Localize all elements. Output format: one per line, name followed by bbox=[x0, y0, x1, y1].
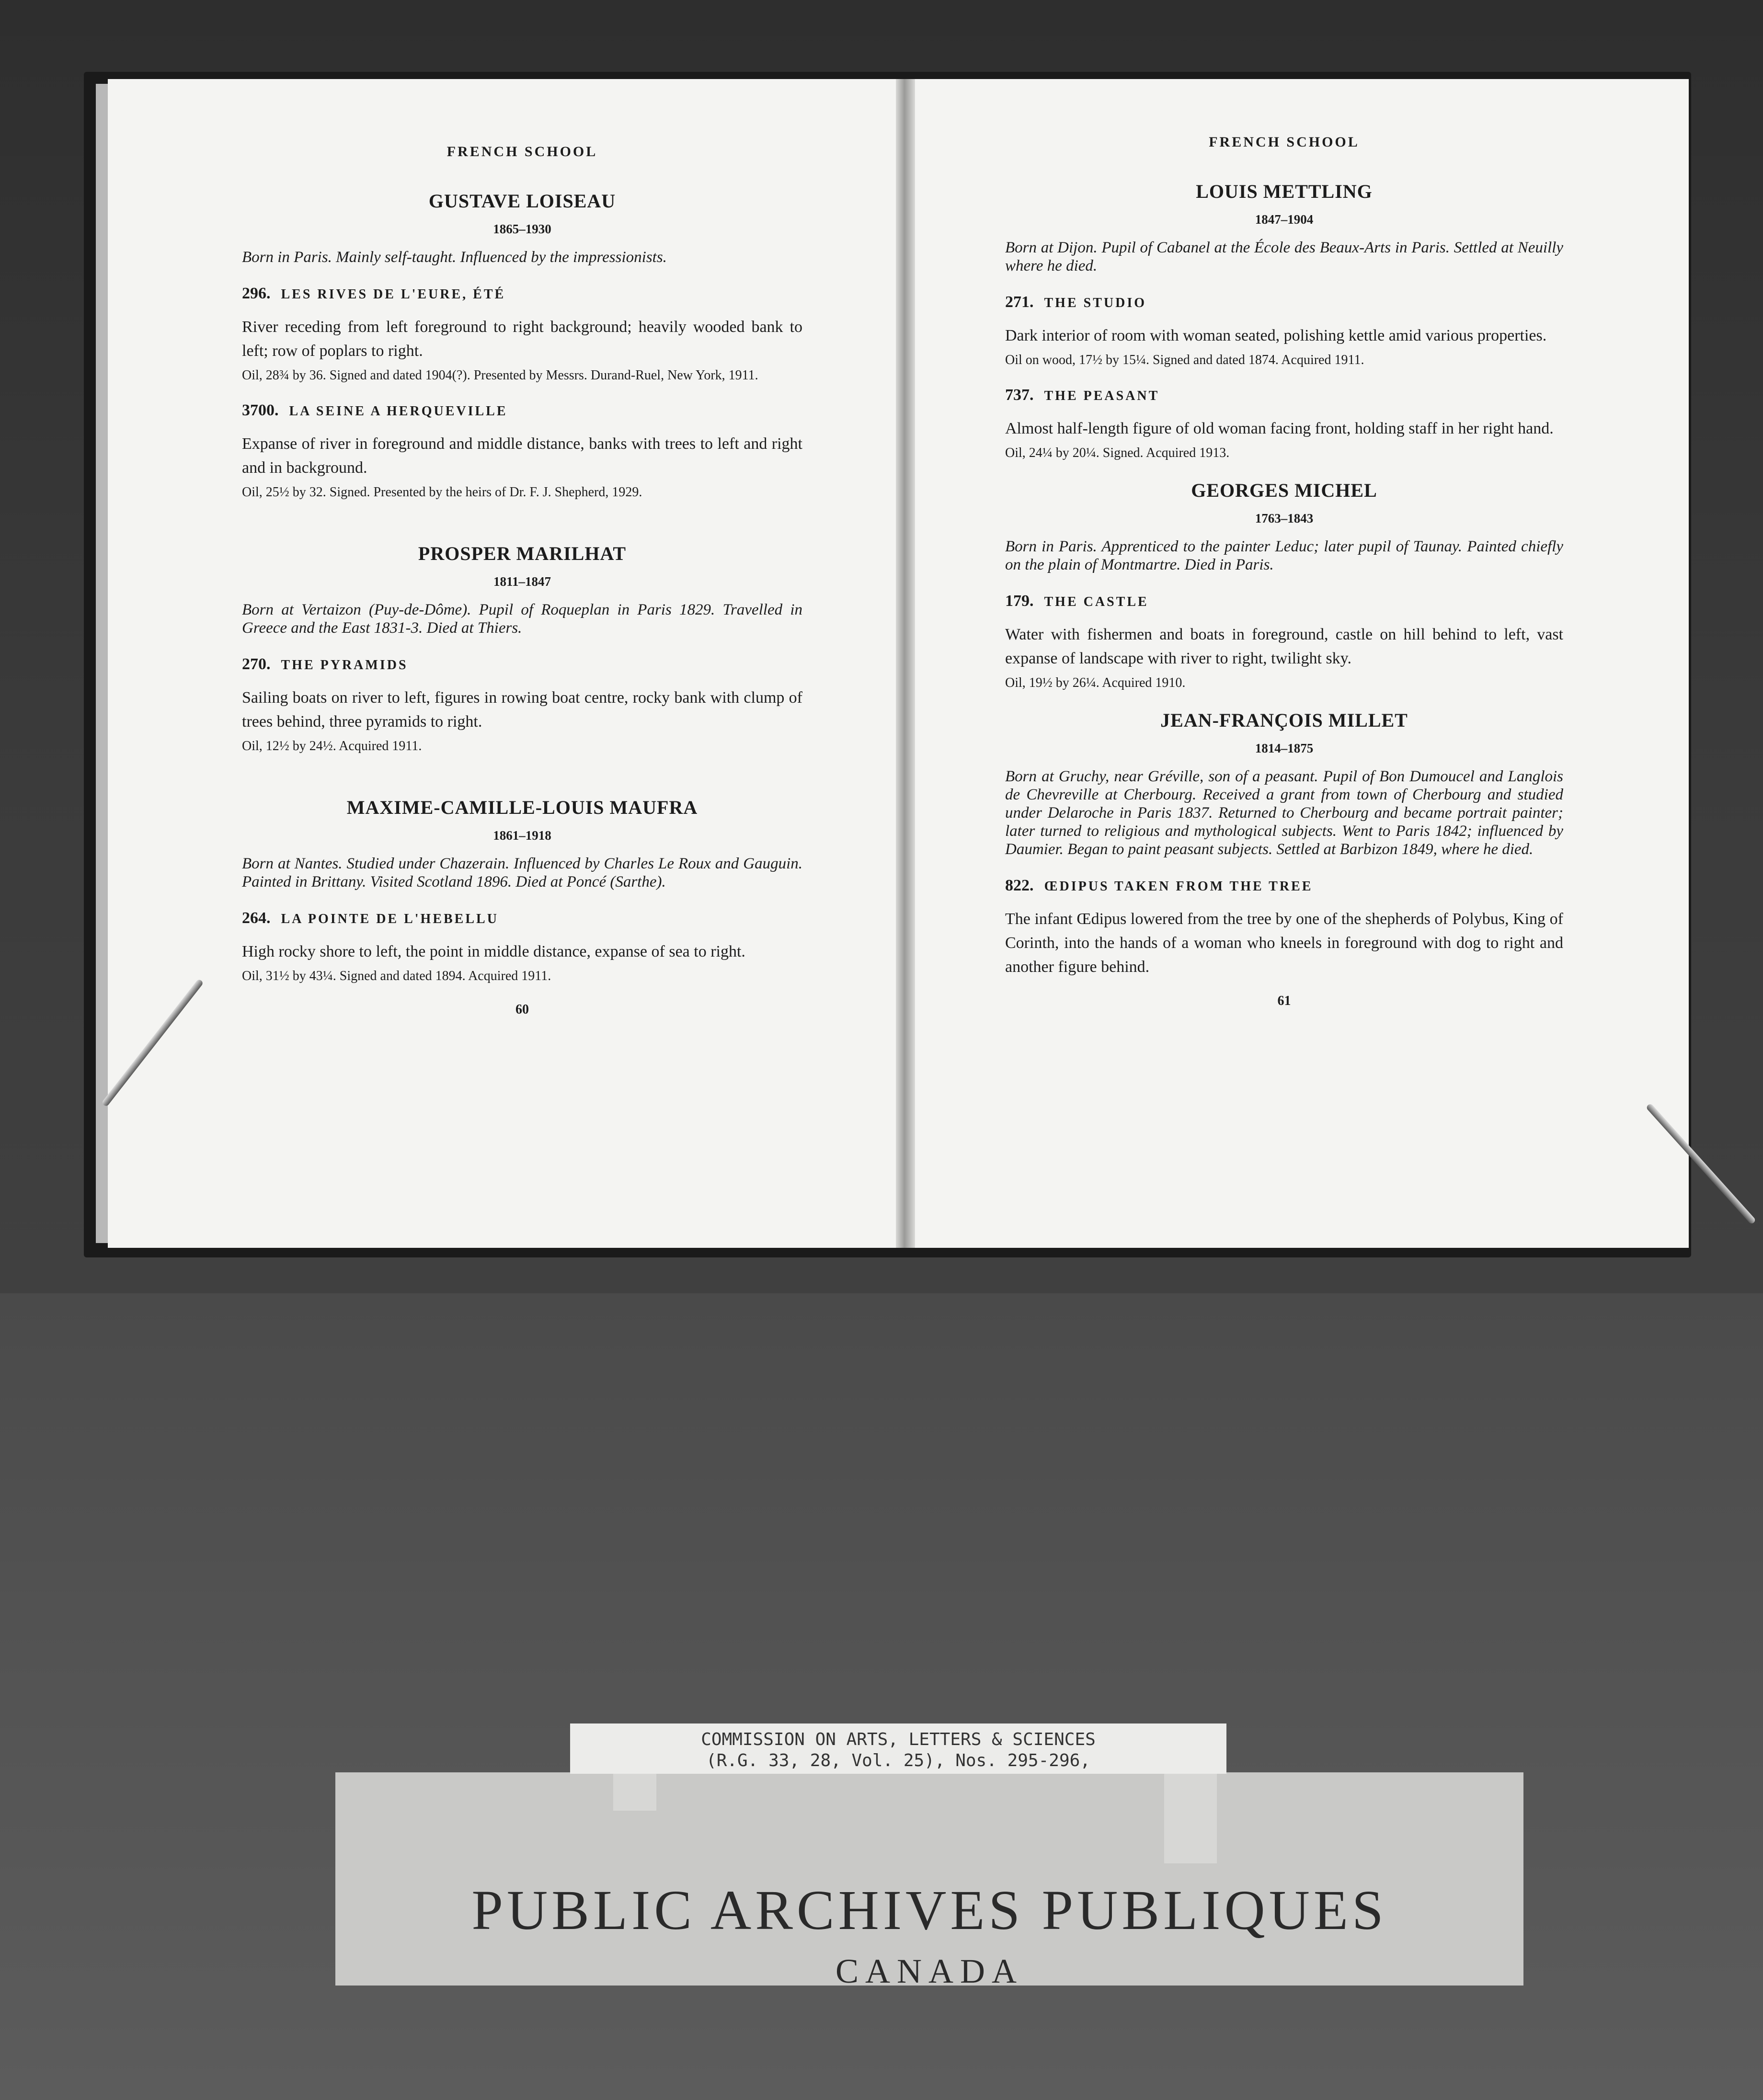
artist-block bbox=[1005, 479, 1563, 690]
entry-title: ŒDIPUS TAKEN FROM THE TREE bbox=[1044, 879, 1313, 894]
artist-bio: Born at Vertaizon (Puy-de-Dôme). Pupil of Roqueplan in Paris 1829. Travelled in Greece and the East 1831-3. Died at Thiers. bbox=[242, 601, 802, 637]
entry-number: 264. bbox=[242, 909, 271, 927]
entry-meta: Oil, 28¾ by 36. Signed and dated 1904(?). Presented by Messrs. Durand-Ruel, New York, 1911. bbox=[242, 368, 758, 383]
artist-block bbox=[1005, 709, 1563, 979]
artist-dates: 1811–1847 bbox=[493, 574, 551, 589]
reference-line: (R.G. 33, 28, Vol. 25), Nos. 295-296, bbox=[706, 1751, 1090, 1770]
entry-title: LES RIVES DE L'EURE, ÉTÉ bbox=[281, 287, 506, 302]
page-number: 60 bbox=[515, 1002, 529, 1017]
tape-strip bbox=[1164, 1768, 1217, 1863]
entry-number: 822. bbox=[1005, 877, 1034, 894]
artist-name: MAXIME-CAMILLE-LOUIS MAUFRA bbox=[346, 797, 698, 818]
entry-description: The infant Œdipus lowered from the tree by one of the shepherds of Polybus, King of Corinth, into the hands of a woman who kneels in foreground with dog to right and another figure behind. bbox=[1005, 910, 1563, 976]
archive-name: PUBLIC ARCHIVES PUBLIQUES bbox=[471, 1879, 1387, 1941]
artist-name: LOUIS METTLING bbox=[1196, 181, 1373, 202]
artist-name: PROSPER MARILHAT bbox=[418, 543, 627, 564]
artist-name: GUSTAVE LOISEAU bbox=[428, 190, 616, 212]
entry-number: 271. bbox=[1005, 293, 1034, 311]
entry-heading bbox=[1005, 877, 1563, 895]
entry-heading bbox=[1005, 592, 1563, 610]
artist-name: GEORGES MICHEL bbox=[1191, 479, 1377, 501]
entry-title: LA POINTE DE L'HEBELLU bbox=[281, 912, 499, 926]
entry-number: 737. bbox=[1005, 386, 1034, 404]
entry-title: LA SEINE A HERQUEVILLE bbox=[289, 404, 508, 419]
entry-heading bbox=[1005, 293, 1563, 311]
catalogue-entry bbox=[1005, 386, 1563, 460]
entry-meta: Oil, 31½ by 43¼. Signed and dated 1894. Acquired 1911. bbox=[242, 969, 551, 983]
catalogue-entry bbox=[242, 655, 802, 753]
catalogue-entry bbox=[242, 401, 802, 499]
artist-block bbox=[242, 542, 802, 753]
artist-bio: Born at Dijon. Pupil of Cabanel at the École des Beaux-Arts in Paris. Settled at Neuilly where he died. bbox=[1005, 239, 1563, 274]
running-head: FRENCH SCHOOL bbox=[1209, 134, 1360, 150]
artist-dates: 1814–1875 bbox=[1255, 741, 1314, 755]
entry-heading bbox=[242, 401, 802, 420]
entry-description: Dark interior of room with woman seated, polishing kettle amid various properties. bbox=[1005, 327, 1547, 344]
entry-meta: Oil, 19½ by 26¼. Acquired 1910. bbox=[1005, 675, 1186, 690]
entry-number: 3700. bbox=[242, 401, 279, 419]
entry-meta: Oil on wood, 17½ by 15¼. Signed and dated 1874. Acquired 1911. bbox=[1005, 353, 1364, 367]
entry-heading bbox=[242, 655, 802, 673]
entry-title: THE STUDIO bbox=[1044, 296, 1146, 310]
artist-block bbox=[242, 796, 802, 983]
artist-dates: 1763–1843 bbox=[1255, 511, 1314, 525]
artist-name: JEAN-FRANÇOIS MILLET bbox=[1160, 709, 1408, 731]
entry-number: 270. bbox=[242, 655, 271, 673]
entry-heading bbox=[242, 285, 802, 303]
entry-title: THE CASTLE bbox=[1044, 594, 1149, 609]
entry-heading bbox=[1005, 386, 1563, 404]
running-head: FRENCH SCHOOL bbox=[446, 144, 598, 160]
entry-description: River receding from left foreground to right background; heavily wooded bank to left; row of poplars to right. bbox=[242, 318, 802, 360]
catalogue-entry bbox=[242, 909, 802, 983]
entry-meta: Oil, 25½ by 32. Signed. Presented by the heirs of Dr. F. J. Shepherd, 1929. bbox=[242, 485, 642, 500]
book-gutter bbox=[896, 79, 915, 1248]
artist-block bbox=[1005, 180, 1563, 460]
artist-bio: Born in Paris. Apprenticed to the painter Leduc; later pupil of Taunay. Painted chiefly on the plain of Montmartre. Died in Paris. bbox=[1005, 538, 1563, 573]
entry-title: THE PEASANT bbox=[1044, 388, 1160, 403]
left-page-text bbox=[242, 144, 802, 1017]
archive-card bbox=[335, 1772, 1523, 1990]
entry-number: 296. bbox=[242, 285, 271, 302]
artist-block bbox=[242, 190, 802, 499]
page-number: 61 bbox=[1277, 993, 1291, 1008]
artist-dates: 1861–1918 bbox=[493, 828, 551, 843]
entry-title: THE PYRAMIDS bbox=[281, 658, 408, 673]
entry-description: Expanse of river in foreground and middle distance, banks with trees to left and right and in background. bbox=[242, 435, 802, 477]
catalogue-entry bbox=[1005, 293, 1563, 367]
catalogue-entry bbox=[242, 285, 802, 382]
entry-description: Sailing boats on river to left, figures in rowing boat centre, rocky bank with clump of trees behind, three pyramids to right. bbox=[242, 689, 802, 730]
artist-dates: 1847–1904 bbox=[1255, 212, 1314, 227]
reference-line: COMMISSION ON ARTS, LETTERS & SCIENCES bbox=[701, 1730, 1096, 1749]
entry-description: High rocky shore to left, the point in middle distance, expanse of sea to right. bbox=[242, 943, 745, 960]
archive-card-text bbox=[335, 1878, 1523, 1991]
entry-meta: Oil, 12½ by 24½. Acquired 1911. bbox=[242, 739, 422, 753]
artist-bio: Born at Nantes. Studied under Chazerain. Influenced by Charles Le Roux and Gauguin. Painted in Brittany. Visited Scotland 1896. Died at Poncé (Sarthe). bbox=[242, 855, 802, 890]
catalogue-entry bbox=[1005, 592, 1563, 690]
entry-number: 179. bbox=[1005, 592, 1034, 610]
entry-heading bbox=[242, 909, 802, 927]
right-page-text bbox=[1005, 134, 1563, 1009]
tape-strip bbox=[613, 1768, 656, 1811]
artist-bio: Born in Paris. Mainly self-taught. Influenced by the impressionists. bbox=[242, 249, 667, 266]
entry-description: Almost half-length figure of old woman facing front, holding staff in her right hand. bbox=[1005, 420, 1554, 437]
artist-dates: 1865–1930 bbox=[493, 222, 551, 236]
catalogue-entry bbox=[1005, 877, 1563, 979]
section-gap bbox=[242, 772, 802, 796]
reference-label bbox=[570, 1723, 1226, 1774]
archive-country: CANADA bbox=[835, 1952, 1023, 1990]
artist-bio: Born at Gruchy, near Gréville, son of a peasant. Pupil of Bon Dumoucel and Langlois de Chevreville at Cherbourg. Received a grant from town of Cherbourg and studied under Delaroche in Paris 1837. Returned to Cherbourg and became portrait painter; later turned to religious and mythological subjects. Went to Paris 1842; influenced by Daumier. Began to paint peasant subjects. Settled at Barbizon 1849, where he died. bbox=[1005, 768, 1563, 858]
entry-description: Water with fishermen and boats in foreground, castle on hill behind to left, vast expanse of landscape with river to right, twilight sky. bbox=[1005, 626, 1563, 667]
entry-meta: Oil, 24¼ by 20¼. Signed. Acquired 1913. bbox=[1005, 445, 1230, 460]
section-gap bbox=[242, 518, 802, 542]
